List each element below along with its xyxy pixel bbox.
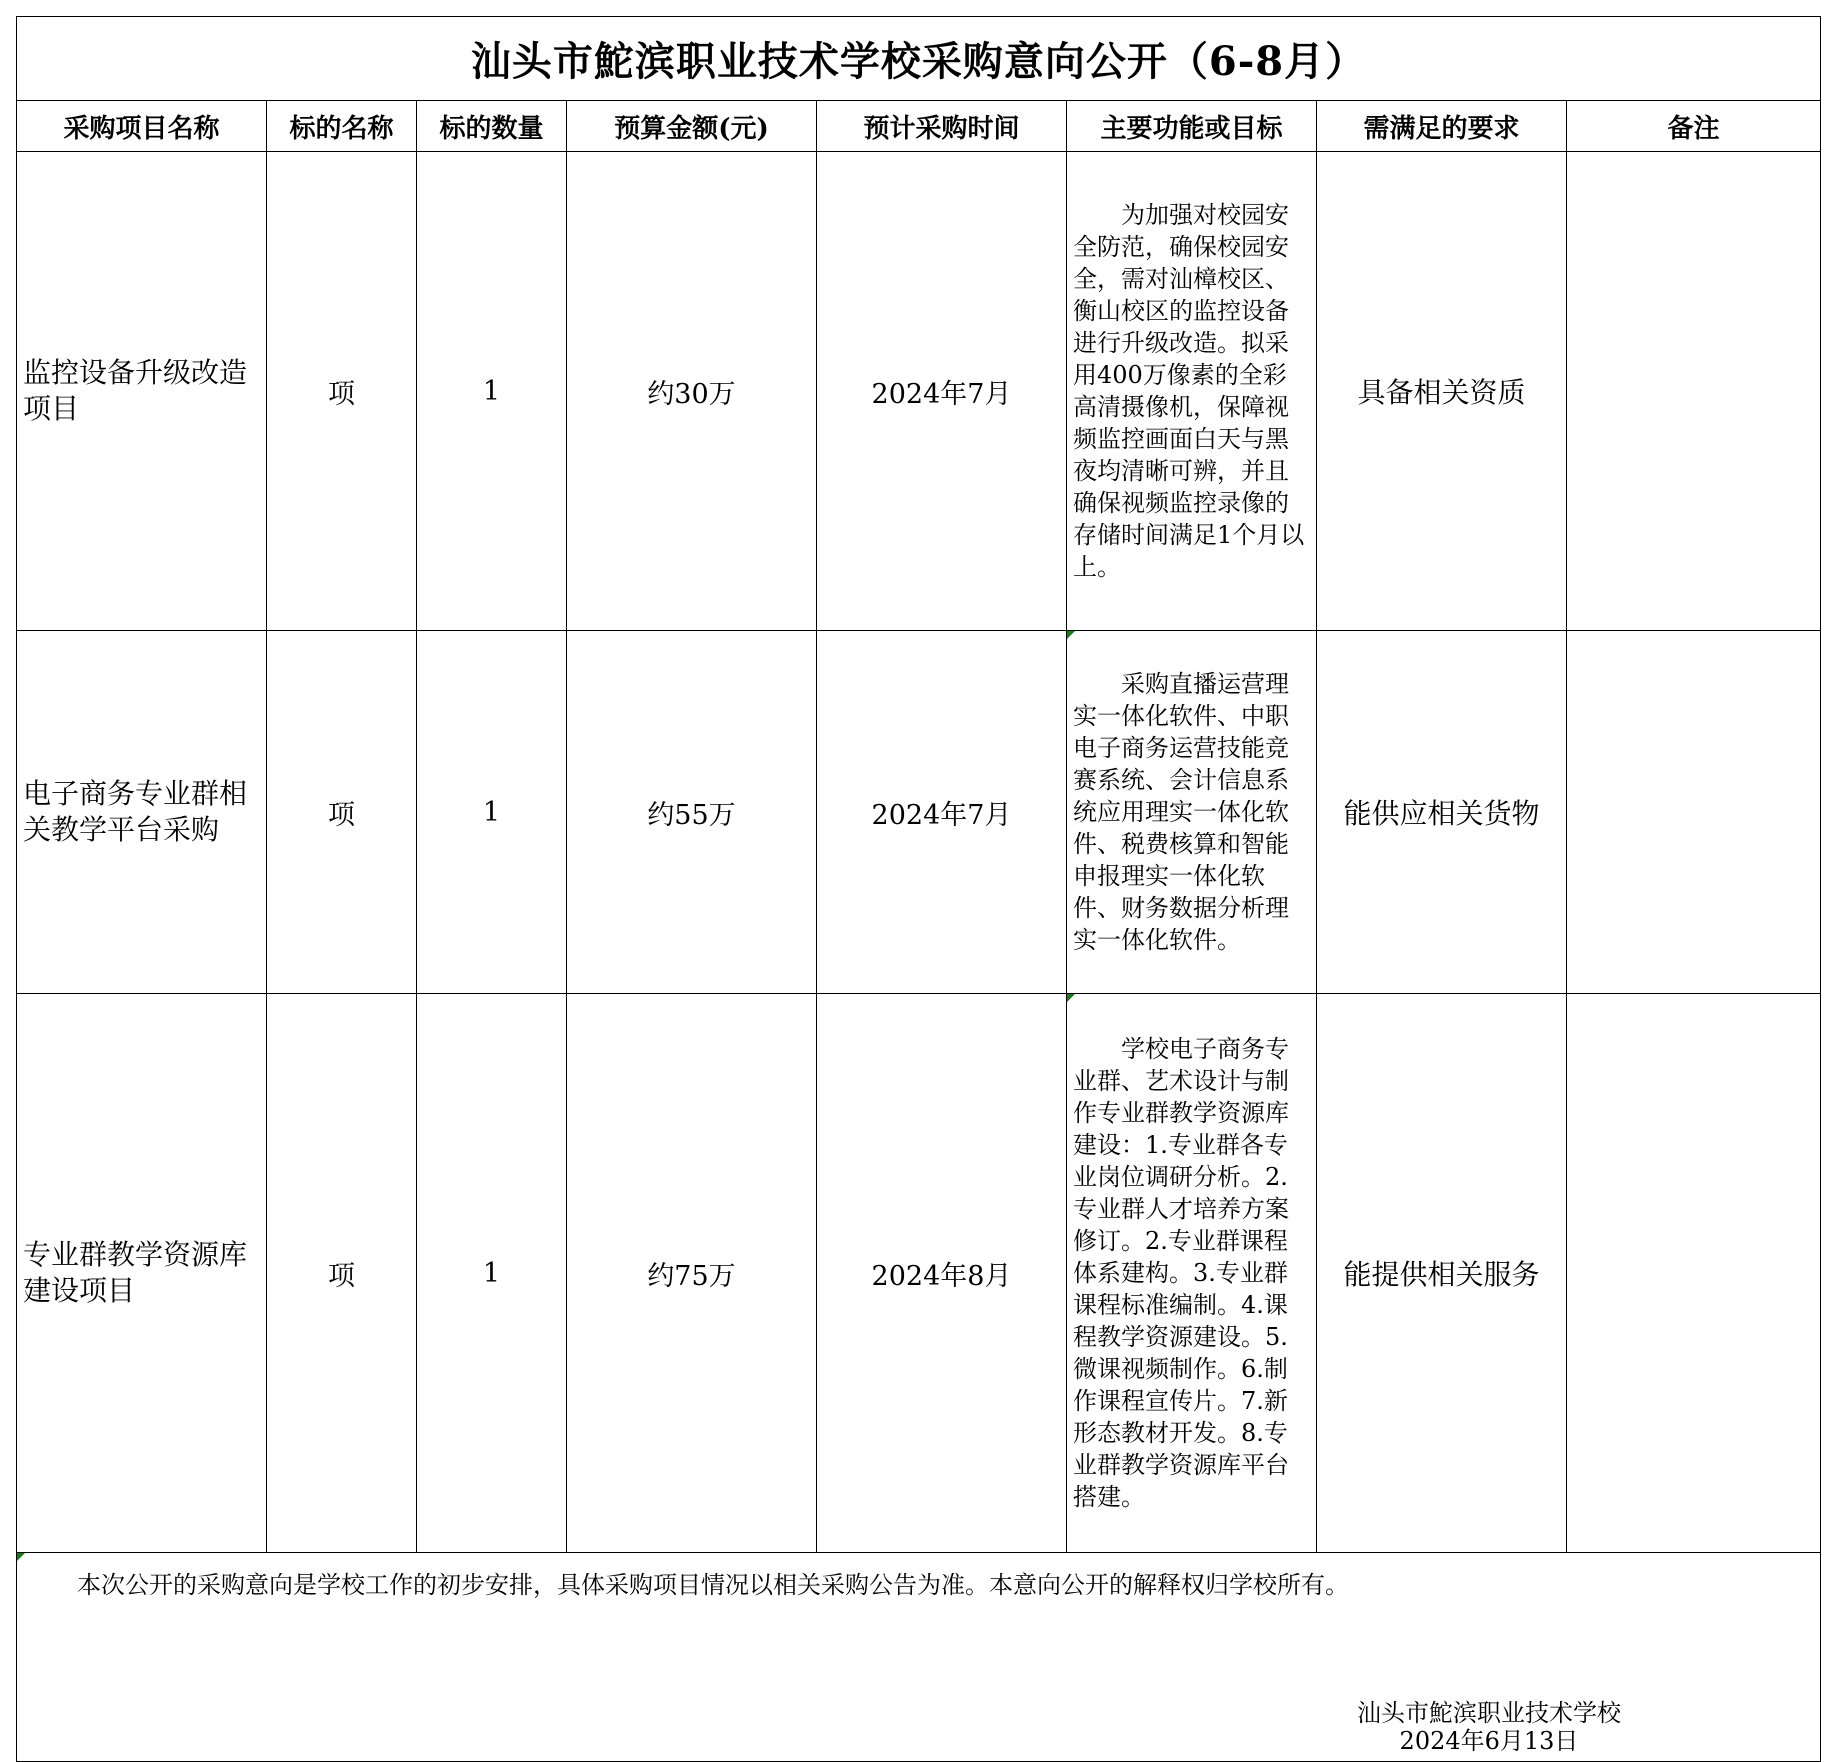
cell-remark bbox=[1567, 994, 1821, 1553]
function-text: 为加强对校园安全防范，确保校园安全，需对汕樟校区、衡山校区的监控设备进行升级改造。拟采用400万像素的全彩高清摄像机，保障视频监控画面白天与黑夜均清晰可辨，并且确保视频监控录像的存储时间满足1个月以上。 bbox=[1073, 201, 1305, 581]
col-header-quantity: 标的数量 bbox=[417, 101, 567, 152]
cell-item-name: 项 bbox=[267, 994, 417, 1553]
table-row bbox=[17, 631, 1821, 994]
signature-block bbox=[1357, 1699, 1621, 1755]
cell-requirement: 能提供相关服务 bbox=[1317, 994, 1567, 1553]
header-row bbox=[17, 101, 1821, 152]
procurement-sheet bbox=[16, 16, 1820, 1755]
col-header-budget: 预算金额(元) bbox=[567, 101, 817, 152]
cell-marker-icon bbox=[1067, 994, 1075, 1002]
cell-function bbox=[1067, 631, 1317, 994]
cell-budget: 约75万 bbox=[567, 994, 817, 1553]
cell-remark bbox=[1567, 152, 1821, 631]
footer-cell bbox=[17, 1553, 1821, 1762]
cell-time: 2024年7月 bbox=[817, 152, 1067, 631]
table-row bbox=[17, 994, 1821, 1553]
cell-function bbox=[1067, 994, 1317, 1553]
cell-remark bbox=[1567, 631, 1821, 994]
cell-time: 2024年8月 bbox=[817, 994, 1067, 1553]
col-header-function: 主要功能或目标 bbox=[1067, 101, 1317, 152]
cell-item-name: 项 bbox=[267, 631, 417, 994]
cell-requirement: 具备相关资质 bbox=[1317, 152, 1567, 631]
cell-item-name: 项 bbox=[267, 152, 417, 631]
cell-quantity: 1 bbox=[417, 152, 567, 631]
cell-budget: 约30万 bbox=[567, 152, 817, 631]
cell-marker-icon bbox=[17, 1553, 25, 1561]
col-header-time: 预计采购时间 bbox=[817, 101, 1067, 152]
col-header-project-name: 采购项目名称 bbox=[17, 101, 267, 152]
col-header-remark: 备注 bbox=[1567, 101, 1821, 152]
cell-function bbox=[1067, 152, 1317, 631]
cell-budget: 约55万 bbox=[567, 631, 817, 994]
cell-quantity: 1 bbox=[417, 994, 567, 1553]
cell-time: 2024年7月 bbox=[817, 631, 1067, 994]
footer-note: 本次公开的采购意向是学校工作的初步安排，具体采购项目情况以相关采购公告为准。本意向公开的解释权归学校所有。 bbox=[77, 1571, 1349, 1599]
col-header-item-name: 标的名称 bbox=[267, 101, 417, 152]
signature-org: 汕头市鮀滨职业技术学校 bbox=[1357, 1699, 1621, 1727]
cell-requirement: 能供应相关货物 bbox=[1317, 631, 1567, 994]
col-header-requirement: 需满足的要求 bbox=[1317, 101, 1567, 152]
function-text: 学校电子商务专业群、艺术设计与制作专业群教学资源库建设：1.专业群各专业岗位调研分析。2.专业群人才培养方案修订。2.专业群课程体系建构。3.专业群课程标准编制。4.课程教学资源建设。5.微课视频制作。6.制作课程宣传片。7.新形态教材开发。8.专业群教学资源库平台搭建。 bbox=[1073, 1035, 1289, 1511]
procurement-table bbox=[16, 16, 1821, 1762]
function-text: 采购直播运营理实一体化软件、中职电子商务运营技能竞赛系统、会计信息系统应用理实一体化软件、税费核算和智能申报理实一体化软件、财务数据分析理实一体化软件。 bbox=[1073, 670, 1289, 954]
cell-quantity: 1 bbox=[417, 631, 567, 994]
cell-project-name: 专业群教学资源库建设项目 bbox=[17, 994, 267, 1553]
signature-date: 2024年6月13日 bbox=[1399, 1727, 1579, 1755]
table-row bbox=[17, 152, 1821, 631]
cell-marker-icon bbox=[1067, 631, 1075, 639]
cell-project-name: 电子商务专业群相关教学平台采购 bbox=[17, 631, 267, 994]
cell-project-name: 监控设备升级改造项目 bbox=[17, 152, 267, 631]
page-title: 汕头市鮀滨职业技术学校采购意向公开（6-8月） bbox=[17, 17, 1821, 101]
